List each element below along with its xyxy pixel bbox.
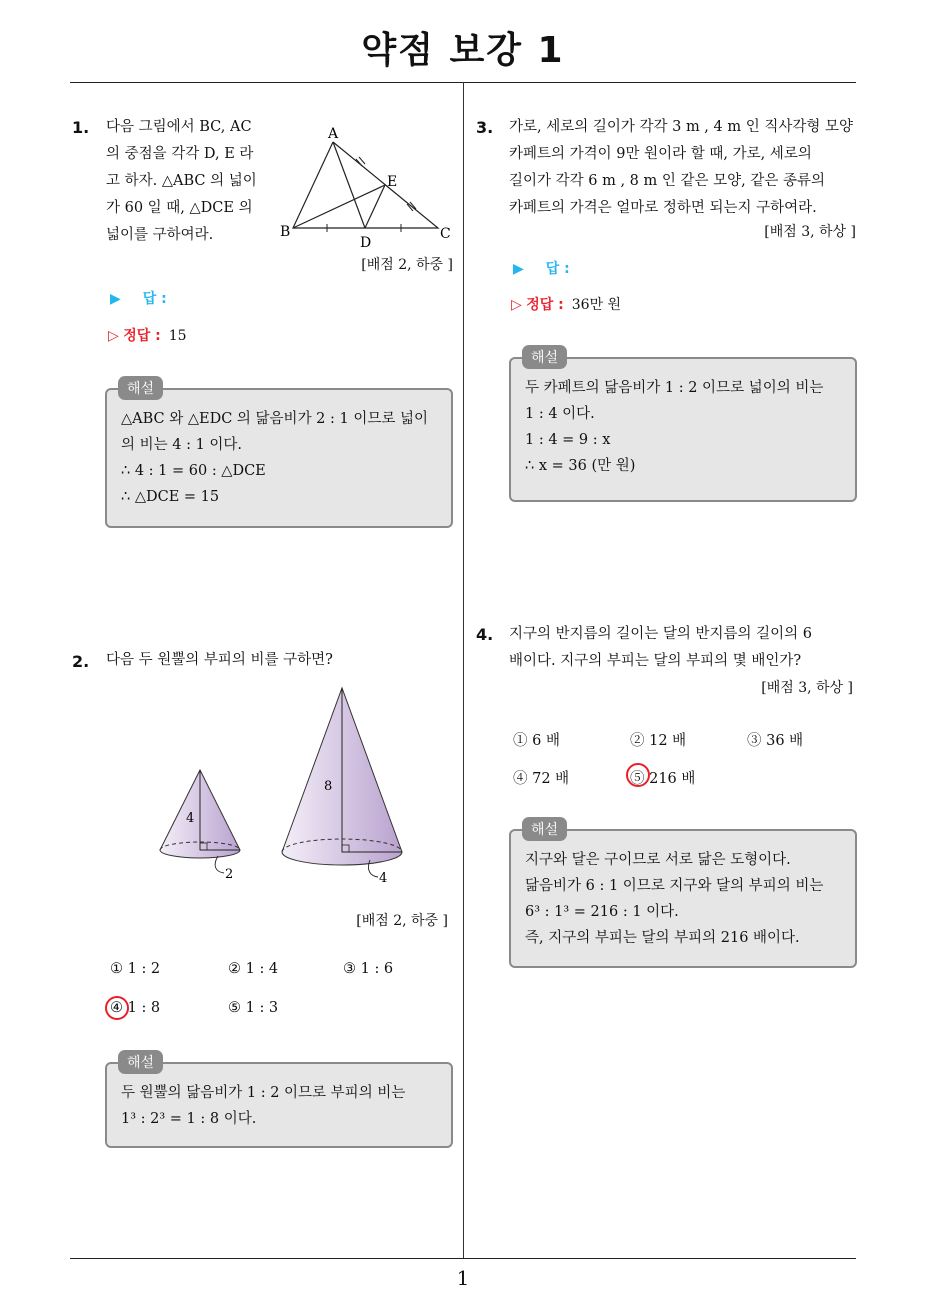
q1-answer-row xyxy=(110,288,167,308)
page-number: 1 xyxy=(456,1266,470,1290)
q3-exp-line: ∴ x = 36 (만 원) xyxy=(525,458,636,474)
q2-cones-figure xyxy=(150,680,420,885)
q4-option-1[interactable]: ① 6 배 xyxy=(513,733,560,749)
q2-option-1[interactable]: ① 1 : 2 xyxy=(110,961,161,977)
bottom-rule xyxy=(70,1258,856,1259)
q3-answer-row xyxy=(513,258,570,278)
q3-number: 3. xyxy=(476,118,494,137)
q1-correct-value: 15 xyxy=(168,328,187,344)
q3-correct-label: 정답 : xyxy=(526,297,564,313)
q1-exp-line: ∴ 4 : 1 = 60 : △DCE xyxy=(121,463,266,479)
q4-exp-line: 닮음비가 6 : 1 이므로 지구와 달의 부피의 비는 xyxy=(525,878,824,894)
q2-option-4[interactable]: ④ 1 : 8 xyxy=(110,1000,161,1016)
q4-text xyxy=(509,621,859,675)
q1-label-e: E xyxy=(387,174,398,190)
q2-option-5[interactable]: ⑤ 1 : 3 xyxy=(228,1000,279,1016)
q2-exp-line: 1³ : 2³ = 1 : 8 이다. xyxy=(121,1111,257,1127)
q1-line: 고 하자. △ABC 의 넓이 xyxy=(106,173,257,189)
q1-triangle-figure xyxy=(278,120,458,255)
q3-meta: [배점 3, 하상 ] xyxy=(764,224,856,240)
q4-option-4[interactable]: ④ 72 배 xyxy=(513,771,570,787)
q4-meta: [배점 3, 하상 ] xyxy=(761,680,853,696)
q1-text xyxy=(106,114,276,249)
q3-answer-label: 답 : xyxy=(545,261,570,277)
q2-meta: [배점 2, 하중 ] xyxy=(356,913,448,929)
q1-label-a: A xyxy=(328,126,339,142)
q4-option-3[interactable]: ③ 36 배 xyxy=(747,733,804,749)
q4-number: 4. xyxy=(476,625,494,644)
q4-exp-line: 6³ : 1³ = 216 : 1 이다. xyxy=(525,904,679,920)
q1-line: 가 60 일 때, △DCE 의 xyxy=(106,200,253,216)
q3-line: 길이가 각각 6 m , 8 m 인 같은 모양, 같은 종류의 xyxy=(509,173,825,189)
q2-option-3[interactable]: ③ 1 : 6 xyxy=(343,961,394,977)
q1-exp-line: △ABC 와 △EDC 의 닮음비가 2 : 1 이므로 넓이 xyxy=(121,411,428,427)
q3-explanation-box xyxy=(509,357,857,502)
outline-play-icon: ▷ xyxy=(108,328,119,344)
q4-exp-line: 지구와 달은 구이므로 서로 닮은 도형이다. xyxy=(525,852,791,868)
q1-exp-line: ∴ △DCE = 15 xyxy=(121,489,220,505)
page-title: 약점 보강 1 xyxy=(361,30,565,71)
q3-text xyxy=(509,114,859,222)
q3-line: 카페트의 가격은 얼마로 정하면 되는지 구하여라. xyxy=(509,200,817,216)
q4-option-2[interactable]: ② 12 배 xyxy=(630,733,687,749)
q4-line: 지구의 반지름의 길이는 달의 반지름의 길이의 6 xyxy=(509,626,813,642)
q1-label-b: B xyxy=(280,224,291,240)
q3-exp-line: 두 카페트의 닮음비가 1 : 2 이므로 넓이의 비는 xyxy=(525,380,824,396)
q2-number: 2. xyxy=(72,652,90,671)
q2-large-radius: 4 xyxy=(379,871,388,885)
q3-correct-row xyxy=(511,294,621,314)
q4-explanation-tag: 해설 xyxy=(522,817,567,841)
q2-exp-line: 두 원뿔의 닮음비가 1 : 2 이므로 부피의 비는 xyxy=(121,1085,406,1101)
q1-label-c: C xyxy=(440,226,451,242)
q2-answer-circle-mark xyxy=(105,996,129,1020)
q3-exp-line: 1 : 4 = 9 : x xyxy=(525,432,611,448)
play-icon: ▶ xyxy=(110,291,121,307)
q1-line: 의 중점을 각각 D, E 라 xyxy=(106,146,254,162)
q4-answer-circle-mark xyxy=(626,763,650,787)
q4-exp-line: 즉, 지구의 부피는 달의 부피의 216 배이다. xyxy=(525,930,800,946)
q3-exp-line: 1 : 4 이다. xyxy=(525,406,595,422)
q1-number: 1. xyxy=(72,118,90,137)
q3-correct-value: 36만 원 xyxy=(571,297,622,313)
q2-text: 다음 두 원뿔의 부피의 비를 구하면? xyxy=(106,652,333,668)
column-divider xyxy=(463,82,464,1258)
q3-explanation-tag: 해설 xyxy=(522,345,567,369)
play-icon: ▶ xyxy=(513,261,524,277)
q2-explanation-tag: 해설 xyxy=(118,1050,163,1074)
q1-line: 다음 그림에서 BC, AC xyxy=(106,119,252,135)
q2-option-2[interactable]: ② 1 : 4 xyxy=(228,961,279,977)
q1-explanation-tag: 해설 xyxy=(118,376,163,400)
q2-large-height: 8 xyxy=(324,779,333,794)
q1-correct-label: 정답 : xyxy=(123,328,161,344)
q2-small-radius: 2 xyxy=(225,867,234,882)
q1-explanation-box xyxy=(105,388,453,528)
q1-answer-label: 답 : xyxy=(142,291,167,307)
q1-correct-row xyxy=(108,325,187,345)
outline-play-icon: ▷ xyxy=(511,297,522,313)
q3-line: 가로, 세로의 길이가 각각 3 m , 4 m 인 직사각형 모양 xyxy=(509,119,853,135)
q1-label-d: D xyxy=(360,235,372,251)
q1-meta: [배점 2, 하중 ] xyxy=(361,257,453,273)
q4-option-5[interactable]: ⑤ 216 배 xyxy=(630,771,696,787)
q2-small-height: 4 xyxy=(186,811,195,826)
q4-explanation-box xyxy=(509,829,857,968)
q3-line: 카페트의 가격이 9만 원이라 할 때, 가로, 세로의 xyxy=(509,146,812,162)
q1-exp-line: 의 비는 4 : 1 이다. xyxy=(121,437,243,453)
q1-line: 넓이를 구하여라. xyxy=(106,227,214,243)
q2-explanation-box xyxy=(105,1062,453,1148)
q4-line: 배이다. 지구의 부피는 달의 부피의 몇 배인가? xyxy=(509,653,802,669)
